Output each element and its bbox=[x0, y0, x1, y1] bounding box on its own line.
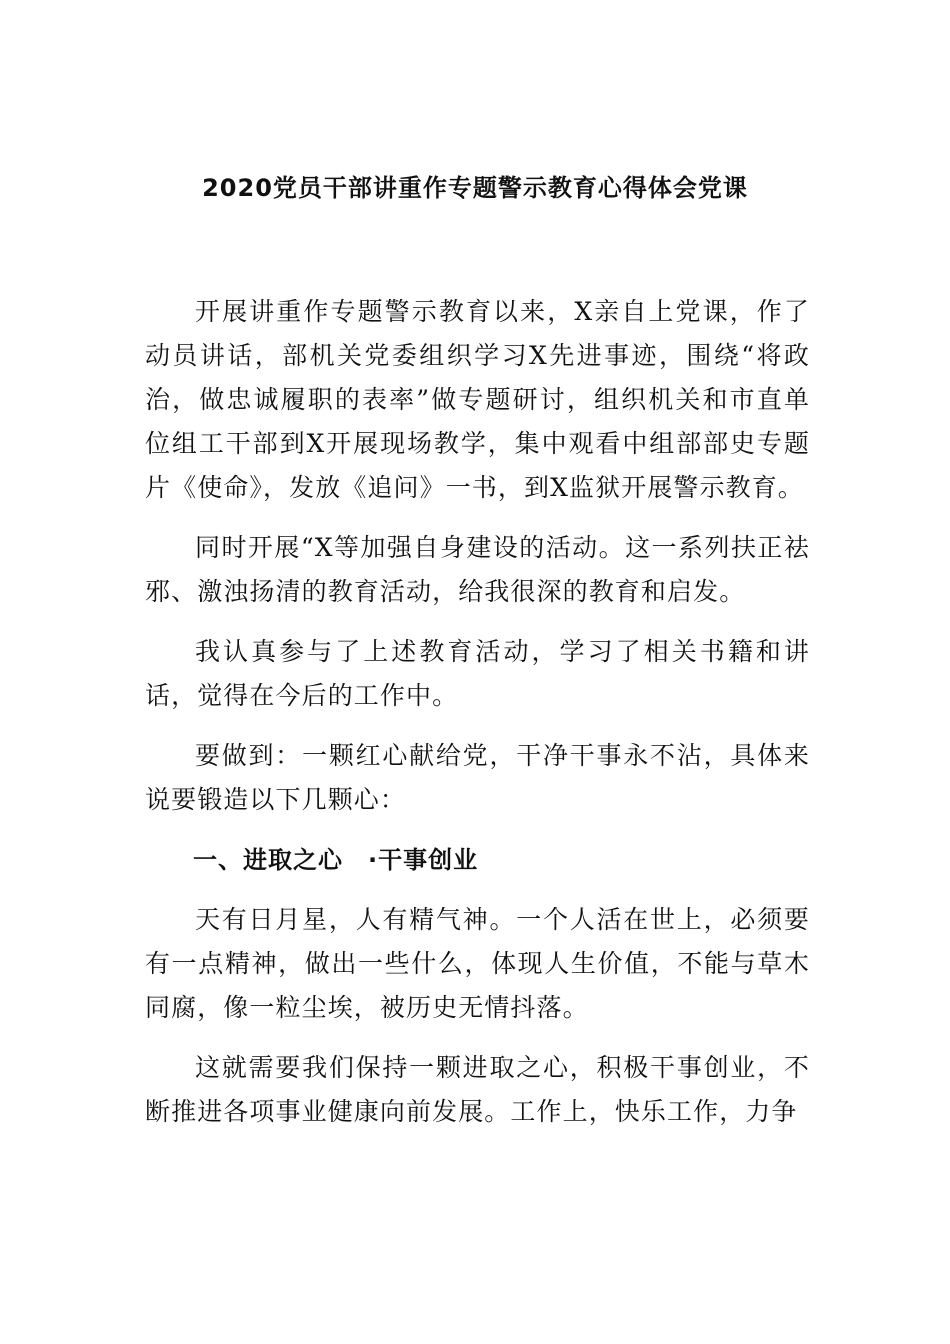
paragraph: 我认真参与了上述教育活动，学习了相关书籍和讲话，觉得在今后的工作中。 bbox=[145, 637, 810, 710]
document-body bbox=[145, 290, 810, 1150]
paragraph: 这就需要我们保持一颗进取之心，积极干事创业，不断推进各项事业健康向前发展。工作上，快乐工作，力争 bbox=[145, 1053, 810, 1126]
document-title: 2020党员干部讲重作专题警示教育心得体会党课 bbox=[202, 174, 748, 202]
paragraph: 同时开展“X等加强自身建设的活动。这一系列扶正祛邪、激浊扬清的教育活动，给我很深的教育和启发。 bbox=[145, 533, 810, 606]
section-heading: 一、进取之心 ·干事创业 bbox=[193, 846, 479, 874]
paragraph: 天有日月星，人有精气神。一个人活在世上，必须要有一点精神，做出一些什么，体现人生价值，不能与草木同腐，像一粒尘埃，被历史无情抖落。 bbox=[145, 905, 810, 1022]
paragraph: 要做到：一颗红心献给党，干净干事永不沾，具体来说要锻造以下几颗心： bbox=[145, 741, 810, 814]
paragraph: 开展讲重作专题警示教育以来，X亲自上党课，作了动员讲话，部机关党委组织学习X先进事迹，围绕“将政治，做忠诚履职的表率”做专题研讨，组织机关和市直单位组工干部到X开展现场教学，集中观看中组部部史专题片《使命》，发放《追问》一书，到X监狱开展警示教育。 bbox=[145, 297, 810, 502]
